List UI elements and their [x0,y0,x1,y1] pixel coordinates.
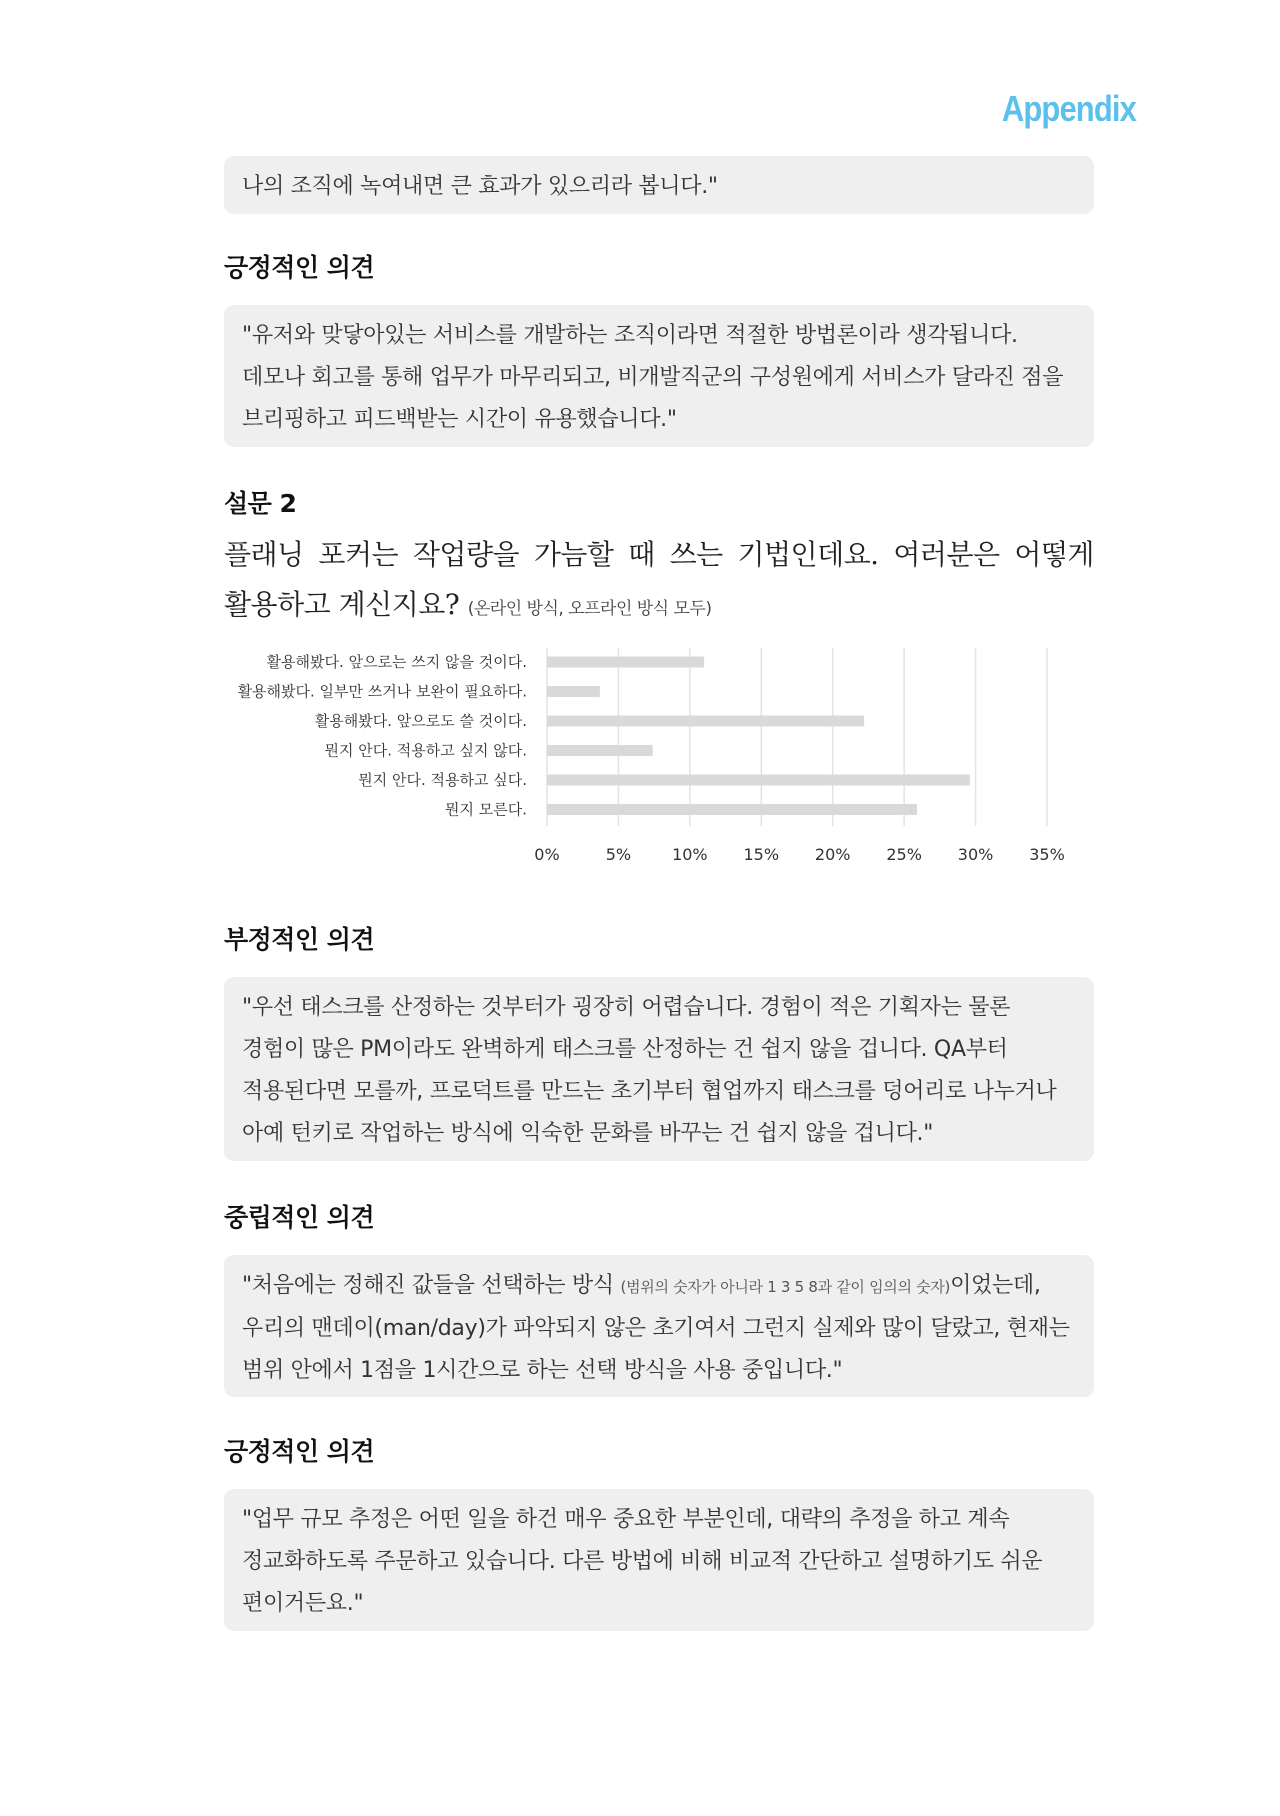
section-heading-positive-2: 긍정적인 의견 [224,1437,375,1466]
x-tick-label: 10% [672,845,708,864]
bar [547,657,704,668]
quote-line: 우리의 맨데이(man/day)가 파악되지 않은 초기여서 그런지 실제와 많이 달랐고, 현재는 [242,1316,1070,1341]
quote-line: 경험이 많은 PM이라도 완벽하게 태스크를 산정하는 건 쉽지 않을 겁니다. QA부터 [242,1037,1008,1062]
survey-question-text: 활용하고 계신지요? [224,588,460,621]
survey-question-word: 가늠할 [533,538,614,571]
quote-box-positive-1 [224,305,1094,447]
bar [547,804,917,815]
survey-question-word: 포커는 [318,538,399,571]
quote-box-neutral [224,1255,1094,1397]
survey-question-note: (온라인 방식, 오프라인 방식 모두) [467,599,712,619]
quote-box-negative [224,977,1094,1161]
category-label: 활용해봤다. 일부만 쓰거나 보완이 필요하다. [237,682,527,701]
quote-line: 브리핑하고 피드백받는 시간이 유용했습니다." [242,407,677,432]
quote-line: "유저와 맞닿아있는 서비스를 개발하는 조직이라면 적절한 방법론이라 생각됩니다. [242,323,1018,348]
section-heading-negative: 부정적인 의견 [224,925,375,954]
x-tick-label: 5% [605,845,632,864]
category-label: 활용해봤다. 앞으로는 쓰지 않을 것이다. [266,653,527,671]
bar [547,745,653,756]
survey-question-word: 플래닝 [224,538,304,571]
quote-line: "업무 규모 추정은 어떤 일을 하건 매우 중요한 부분인데, 대략의 추정을 하고 계속 [242,1507,1010,1532]
x-tick-label: 30% [957,845,994,864]
quote-box-continued [224,156,1094,214]
survey-question-word: 작업량을 [412,538,520,571]
survey-heading: 설문 2 [224,489,297,518]
survey-question-line-1 [224,530,1094,580]
section-heading-positive-1: 긍정적인 의견 [224,253,375,282]
survey-question-word: 여러분은 [893,538,1000,571]
quote-text: "처음에는 정해진 값들을 선택하는 방식 [242,1273,614,1298]
category-label: 뭔지 안다. 적용하고 싶다. [358,771,527,789]
quote-line: 나의 조직에 녹여내면 큰 효과가 있으리라 봅니다." [242,174,718,199]
survey-bar-chart [200,640,1080,870]
section-heading-neutral: 중립적인 의견 [224,1203,375,1232]
category-label: 뭔지 안다. 적용하고 싶지 않다. [324,741,527,760]
x-tick-label: 35% [1029,845,1065,864]
quote-line: 정교화하도록 주문하고 있습니다. 다른 방법에 비해 비교적 간단하고 설명하기도 쉬운 [242,1549,1043,1574]
quote-note: (범위의 숫자가 아니라 1 3 5 8과 같이 임의의 숫자) [620,1278,951,1296]
appendix-label: Appendix [1001,88,1136,129]
x-tick-label: 0% [534,845,560,864]
survey-question-word: 때 [628,538,655,571]
survey-question [224,530,1094,634]
category-label: 뭔지 모른다. [445,800,527,819]
category-label: 활용해봤다. 앞으로도 쓸 것이다. [314,712,527,730]
quote-text: 이었는데, [950,1273,1041,1298]
quote-line [242,1265,1076,1308]
quote-line: 적용된다면 모를까, 프로덕트를 만드는 초기부터 협업까지 태스크를 덩어리로 나누거나 [242,1079,1057,1104]
bar [547,775,970,786]
x-tick-label: 25% [886,845,922,864]
quote-line: 범위 안에서 1점을 1시간으로 하는 선택 방식을 사용 중입니다." [242,1358,843,1383]
bar [547,686,600,697]
quote-line: 아예 턴키로 작업하는 방식에 익숙한 문화를 바꾸는 건 쉽지 않을 겁니다." [242,1121,934,1146]
survey-question-word: 쓰는 [669,538,723,571]
survey-question-word: 어떻게 [1014,538,1094,571]
quote-box-positive-2 [224,1489,1094,1631]
survey-question-word: 기법인데요. [737,538,879,571]
quote-line: 편이거든요." [242,1591,364,1616]
quote-line: "우선 태스크를 산정하는 것부터가 굉장히 어렵습니다. 경험이 적은 기획자는 물론 [242,995,1011,1020]
survey-question-line-2 [224,580,1094,634]
quote-line: 데모나 회고를 통해 업무가 마무리되고, 비개발직군의 구성원에게 서비스가 달라진 점을 [242,365,1064,390]
x-tick-label: 20% [814,845,851,864]
x-tick-label: 15% [743,845,780,864]
bar [547,716,864,727]
